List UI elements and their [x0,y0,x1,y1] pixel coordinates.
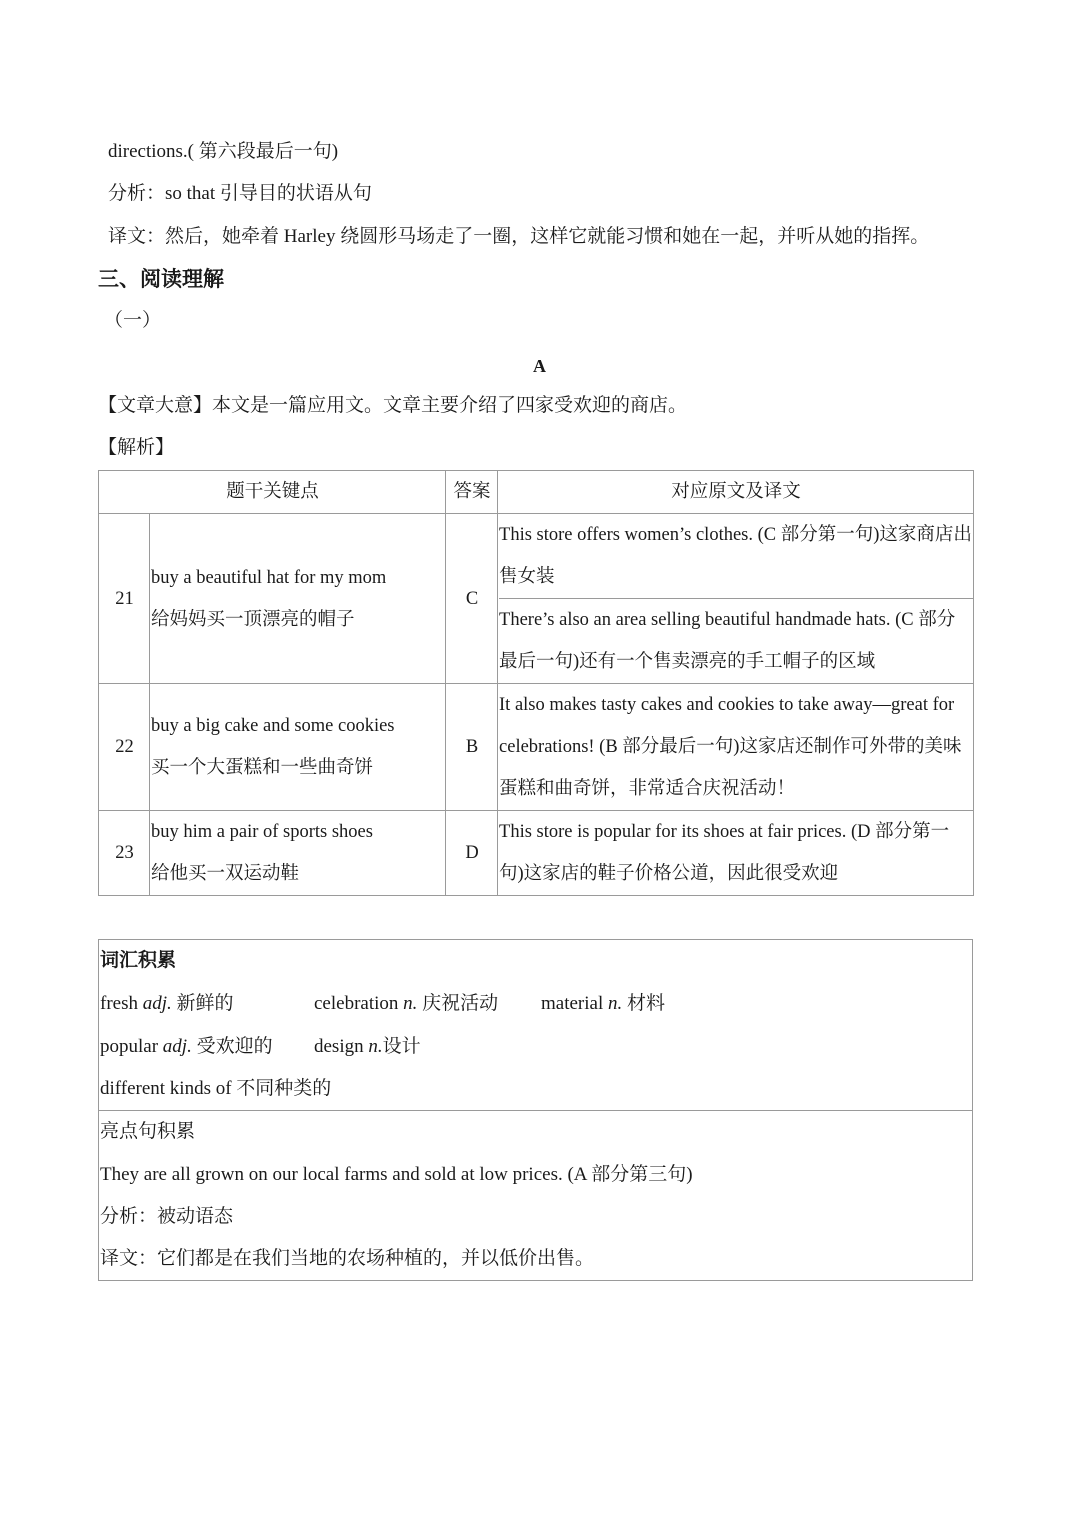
vocab-phrase: different kinds of 不同种类的 [100,1078,332,1099]
section-heading: 三、阅读理解 [98,267,224,291]
highlight-sentence: They are all grown on our local farms and sold at low prices. (A 部分第三句) [100,1164,693,1185]
table-header-row [99,471,974,514]
vocabulary-section [99,940,972,1110]
text-line-directions: directions.( 第六段最后一句) [108,141,339,162]
key-point-cn: 给妈妈买一顶漂亮的帽子 [151,609,355,630]
vocab-word: fresh [100,993,138,1014]
original-text: This store is popular for its shoes at fair prices. (D 部分第一句)这家店的鞋子价格公道，因此很受欢迎 [499,822,950,884]
original-text: This store offers women’s clothes. (C 部分第一句)这家商店出售女装 [499,525,972,587]
text-line-analysis: 分析：so that 引导目的状语从句 [108,183,372,204]
subsection-label: （一） [104,310,162,331]
key-point-en: buy him a pair of sports shoes [151,822,373,842]
answer-cell: D [446,811,498,896]
key-point-cell [150,514,446,684]
original-text: There’s also an area selling beautiful handmade hats. (C 部分最后一句)还有一个售卖漂亮的手工帽子的区域 [499,610,956,672]
vocab-word: design [314,1036,364,1057]
original-text-cell [498,811,974,896]
answer-cell: B [446,684,498,811]
vocab-meaning: 新鲜的 [176,993,234,1014]
vocab-meaning: 材料 [627,993,666,1014]
analysis-label: 【解析】 [98,437,175,458]
key-point-cell [150,811,446,896]
key-point-cn: 买一个大蛋糕和一些曲奇饼 [151,758,374,778]
vocab-pos: adj. [162,1036,192,1057]
vocabulary-box [98,939,973,1281]
vocab-word: celebration [314,993,399,1014]
vocab-item [314,992,498,1016]
vocab-item [100,992,234,1016]
vocabulary-title: 词汇积累 [100,950,177,971]
vocab-word: material [541,993,604,1014]
original-text-cell [498,514,974,684]
key-point-cn: 给他买一双运动鞋 [151,864,300,884]
header-key-points: 题干关键点 [99,471,446,514]
vocab-item [541,992,665,1016]
table-row [99,684,974,811]
highlight-section [99,1110,972,1280]
original-text: It also makes tasty cakes and cookies to take away—great for celebrations! (B 部分最后一句)这家店还制作可外带的美味蛋糕和曲奇饼，非常适合庆祝活动！ [499,695,962,799]
analysis-table [98,470,974,896]
vocab-word: popular [100,1036,159,1057]
key-point-en: buy a big cake and some cookies [151,716,395,736]
question-number: 21 [99,514,150,684]
highlight-translation: 译文：它们都是在我们当地的农场种植的，并以低价出售。 [100,1248,595,1269]
vocab-pos: n. [403,993,418,1014]
header-original-text: 对应原文及译文 [498,471,974,514]
text-line-translation: 译文：然后，她牵着 Harley 绕圆形马场走了一圈，这样它就能习惯和她在一起，并听从她的指挥。 [108,226,930,247]
vocab-meaning: 庆祝活动 [422,993,499,1014]
vocab-pos: n. [608,993,623,1014]
original-text-part [499,514,973,598]
question-number: 22 [99,684,150,811]
key-point-cell [150,684,446,811]
vocab-item [100,1035,273,1059]
highlight-title: 亮点句积累 [100,1121,196,1142]
vocab-meaning: 设计 [382,1036,421,1057]
highlight-analysis: 分析：被动语态 [100,1206,234,1227]
table-row [99,514,974,684]
original-text-part [499,811,973,895]
original-text-part [499,598,973,683]
answer-cell: C [446,514,498,684]
vocab-pos: n. [368,1036,383,1057]
article-summary: 【文章大意】本文是一篇应用文。文章主要介绍了四家受欢迎的商店。 [98,395,688,416]
header-answer: 答案 [446,471,498,514]
original-text-part [499,684,973,810]
question-number: 23 [99,811,150,896]
vocab-item [314,1035,421,1059]
table-row [99,811,974,896]
vocab-pos: adj. [142,993,172,1014]
vocab-meaning: 受欢迎的 [196,1036,273,1057]
key-point-en: buy a beautiful hat for my mom [151,567,387,588]
passage-label: A [533,356,546,376]
original-text-cell [498,684,974,811]
